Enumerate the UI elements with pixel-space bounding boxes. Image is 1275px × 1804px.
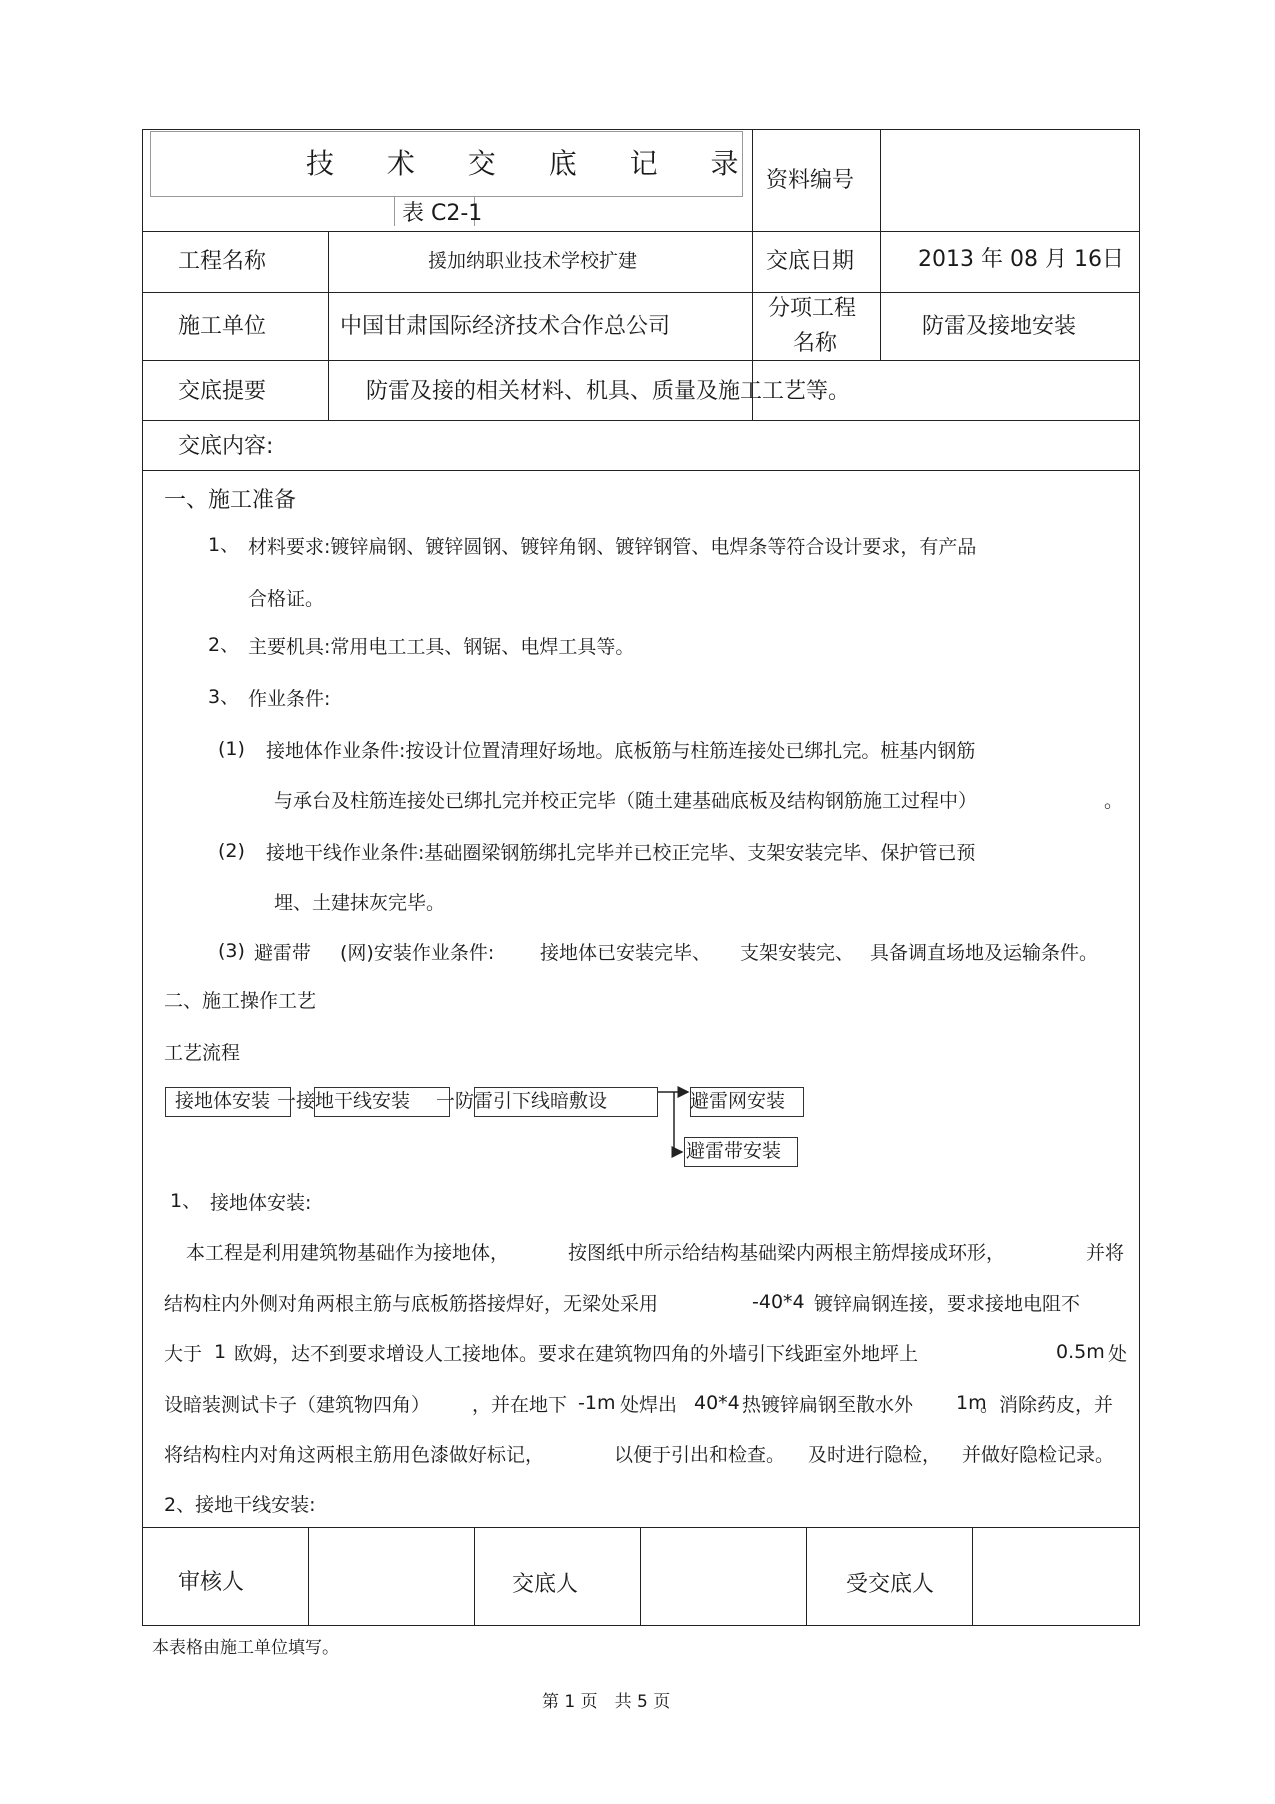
date-value xyxy=(918,249,1124,271)
para-1-line-5a: 将结构柱内对角这两根主筋用色漆做好标记， xyxy=(164,1444,545,1466)
col-divider xyxy=(880,129,881,360)
flow-step-2: 接地干线安装 xyxy=(296,1090,411,1112)
para-1-line-4c: -1m xyxy=(578,1392,616,1414)
date-day-unit: 日 xyxy=(1102,247,1125,272)
flow-step-3: 防雷引下线暗敷设 xyxy=(455,1090,608,1112)
page-total: 5 xyxy=(637,1692,648,1712)
item-1-line-1: 材料要求:镀锌扁钢、镀锌圆钢、镀锌角钢、镀锌钢管、电焊条等符合设计要求，有产品 xyxy=(248,536,977,558)
para-1-line-4b: ，并在地下 xyxy=(472,1394,568,1416)
para-1-line-2c: 镀锌扁钢连接，要求接地电阻不 xyxy=(814,1293,1081,1315)
footer-note: 本表格由施工单位填写。 xyxy=(152,1638,339,1658)
data-no-label: 资料编号 xyxy=(766,168,855,193)
para-1-line-2a: 结构柱内外侧对角两根主筋与底板筋搭接焊好，无梁处采用 xyxy=(164,1293,659,1315)
flow-title: 工艺流程 xyxy=(164,1042,241,1064)
date-label: 交底日期 xyxy=(766,249,855,274)
condition-3-b: (网)安装作业条件: xyxy=(340,942,495,964)
item-3-num: 3、 xyxy=(208,686,240,708)
para-1-line-4a: 设暗装测试卡子（建筑物四角） xyxy=(164,1394,431,1416)
condition-3-num: (3) xyxy=(218,940,245,962)
item-2-num: 2、 xyxy=(208,634,240,656)
row-divider xyxy=(142,420,1140,421)
condition-1-line-1: 接地体作业条件:按设计位置清理好场地。底板筋与柱筋连接处已绑扎完。桩基内钢筋 xyxy=(266,740,976,762)
condition-3-d: 支架安装完、 xyxy=(740,942,855,964)
page-prefix: 第 xyxy=(542,1692,559,1712)
flow-step-1: 接地体安装 xyxy=(175,1090,271,1112)
sub-item-label-2: 名称 xyxy=(793,331,838,356)
flow-separator: 一 xyxy=(277,1090,297,1112)
flow-step-4: 避雷网安装 xyxy=(690,1090,786,1112)
form-no-divider xyxy=(394,197,395,226)
col-divider xyxy=(308,1527,309,1626)
para-1-line-4e: 40*4 xyxy=(694,1392,740,1414)
col-divider xyxy=(474,1527,475,1626)
para-1-line-3d: 0.5m xyxy=(1056,1341,1105,1363)
para-1-line-1a: 本工程是利用建筑物基础作为接地体， xyxy=(186,1242,510,1264)
item-2-text: 主要机具:常用电工工具、钢锯、电焊工具等。 xyxy=(248,636,635,658)
sub-item-label: 分项工程 xyxy=(768,296,857,321)
para-1-line-4d: 处焊出 xyxy=(620,1394,678,1416)
date-day: 16 xyxy=(1074,247,1103,272)
para-1-line-3a: 大于 xyxy=(164,1343,203,1365)
item-1-num: 1、 xyxy=(208,534,240,556)
section-2-title: 二、施工操作工艺 xyxy=(164,990,317,1012)
condition-3-e: 具备调直场地及运输条件。 xyxy=(870,942,1099,964)
para-1-line-1b: 按图纸中所示给结构基础梁内两根主筋焊接成环形， xyxy=(568,1242,1006,1264)
para-1-line-3e: 处 xyxy=(1108,1343,1128,1365)
row-divider xyxy=(142,360,1140,361)
project-value: 援加纳职业技术学校扩建 xyxy=(428,250,638,272)
col-divider xyxy=(328,231,329,420)
summary-label: 交底提要 xyxy=(178,379,267,404)
para-1-num: 1、 xyxy=(170,1190,202,1212)
para-1-line-5d: 并做好隐检记录。 xyxy=(962,1444,1115,1466)
sub-item-value: 防雷及接地安装 xyxy=(922,314,1077,339)
page-current: 1 xyxy=(564,1692,576,1712)
para-1-line-3c: 欧姆，达不到要求增设人工接地体。要求在建筑物四角的外墙引下线距室外地坪上 xyxy=(234,1343,919,1365)
row-divider xyxy=(142,231,1140,232)
form-number: 表 C2-1 xyxy=(402,201,483,226)
flow-arrows xyxy=(650,1080,710,1170)
para-1-title: 接地体安装: xyxy=(210,1192,312,1214)
date-month: 08 xyxy=(1010,247,1039,272)
section-1-title: 一、施工准备 xyxy=(164,488,297,513)
col-divider xyxy=(806,1527,807,1626)
para-1-line-5c: 及时进行隐检， xyxy=(808,1444,942,1466)
date-month-unit: 月 xyxy=(1045,247,1068,272)
para-1-line-4g: 1m xyxy=(956,1392,987,1414)
page-suffix: 页 xyxy=(653,1692,671,1712)
condition-1-line-2: 与承台及柱筋连接处已绑扎完并校正完毕（随土建基础底板及结构钢筋施工过程中） xyxy=(274,790,978,812)
para-1-line-2b: -40*4 xyxy=(752,1291,805,1313)
col-divider xyxy=(640,1527,641,1626)
project-label: 工程名称 xyxy=(178,249,267,274)
page-mid: 页 共 xyxy=(580,1692,632,1712)
date-year-unit: 年 xyxy=(981,247,1004,272)
unit-value: 中国甘肃国际经济技术合作总公司 xyxy=(340,314,671,339)
date-year: 2013 xyxy=(918,247,974,272)
summary-value: 防雷及接的相关材料、机具、质量及施工工艺等。 xyxy=(366,379,851,404)
para-1-line-4h: 。消除药皮，并 xyxy=(980,1394,1114,1416)
para-1-line-3b: 1 xyxy=(214,1341,227,1363)
col-divider xyxy=(972,1527,973,1626)
unit-label: 施工单位 xyxy=(178,314,267,339)
para-1-line-1c: 并将 xyxy=(1086,1242,1125,1264)
flow-separator: 一 xyxy=(436,1090,456,1112)
flow-step-5: 避雷带安装 xyxy=(686,1140,782,1162)
row-divider xyxy=(142,1527,1140,1528)
para-2-title: 2、接地干线安装: xyxy=(164,1494,316,1516)
item-3-text: 作业条件: xyxy=(248,688,331,710)
condition-2-num: (2) xyxy=(218,840,245,862)
discloser-label: 交底人 xyxy=(512,1572,579,1597)
condition-2-line-1: 接地干线作业条件:基础圈梁钢筋绑扎完毕并已校正完毕、支架安装完毕、保护管已预 xyxy=(266,842,976,864)
para-1-line-5b: 以便于引出和检查。 xyxy=(614,1444,786,1466)
condition-2-line-2: 埋、土建抹灰完毕。 xyxy=(274,892,446,914)
row-divider xyxy=(142,292,1140,293)
para-1-line-4f: 热镀锌扁钢至散水外 xyxy=(742,1394,914,1416)
row-divider xyxy=(142,470,1140,471)
condition-3-a: 避雷带 xyxy=(254,942,312,964)
page-number xyxy=(542,1694,670,1711)
recipient-label: 受交底人 xyxy=(846,1572,935,1597)
content-label: 交底内容: xyxy=(178,434,274,459)
condition-1-num: (1) xyxy=(218,738,245,760)
reviewer-label: 审核人 xyxy=(178,1570,245,1595)
item-1-line-2: 合格证。 xyxy=(248,588,325,610)
condition-1-end: 。 xyxy=(1104,790,1124,812)
page-title: 技 术 交 底 记 录 xyxy=(306,147,761,180)
condition-3-c: 接地体已安装完毕、 xyxy=(540,942,712,964)
